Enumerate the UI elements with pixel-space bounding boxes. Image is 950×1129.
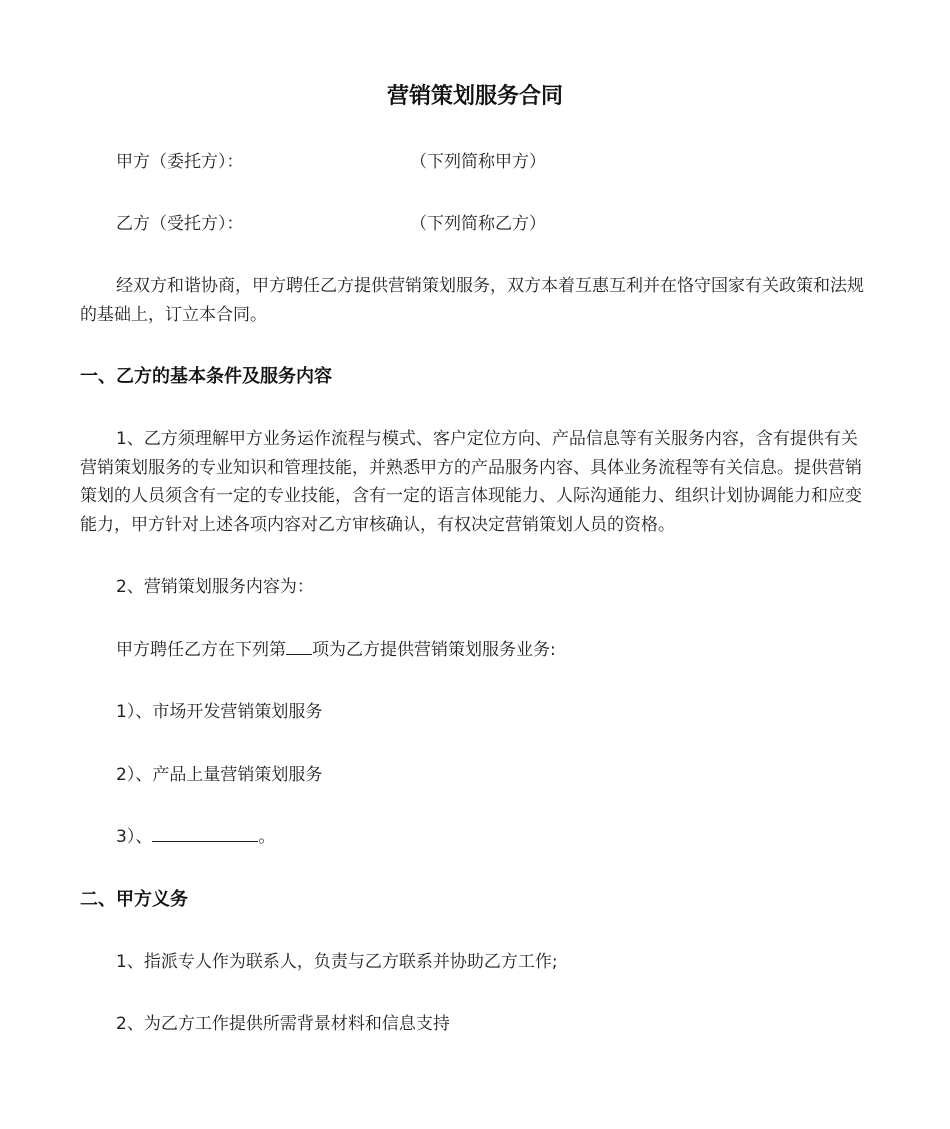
- section1-clause1: 1、乙方须理解甲方业务运作流程与模式、客户定位方向、产品信息等有关服务内容，含有提供有关营销策划服务的专业知识和管理技能，并熟悉甲方的产品服务内容、具体业务流程等有关信息。提供营销策划的人员须含有一定的专业技能，含有一定的语言体现能力、人际沟通能力、组织计划协调能力和应变能力，甲方针对上述各项内容对乙方审核确认，有权决定营销策划人员的资格。: [80, 429, 862, 535]
- item3-blank: [152, 824, 258, 842]
- party-a-line: [80, 148, 870, 176]
- selection-blank: [286, 637, 312, 655]
- section1-heading: 一、乙方的基本条件及服务内容: [80, 366, 332, 387]
- party-a-alias: （下列简称甲方）: [410, 152, 546, 172]
- service-item-1: 1）、市场开发营销策划服务: [116, 702, 323, 722]
- party-b-line: [80, 210, 870, 238]
- intro-paragraph: 经双方和谐协商，甲方聘任乙方提供营销策划服务，双方本着互惠互利并在恪守国家有关政策和法规的基础上，订立本合同。: [80, 276, 864, 325]
- service-item-3: [80, 823, 870, 852]
- section2-heading: 二、甲方义务: [80, 888, 188, 910]
- party-b-alias: （下列简称乙方）: [410, 214, 546, 234]
- section2-clause1: 1、指派专人作为联系人，负责与乙方联系并协助乙方工作;: [116, 951, 558, 972]
- service-selection-line: [80, 636, 870, 665]
- party-b-role: 乙方（受托方）：: [116, 214, 244, 234]
- section2-clause2: 2、为乙方工作提供所需背景材料和信息支持: [116, 1014, 450, 1034]
- party-a-role: 甲方（委托方）：: [116, 152, 244, 172]
- section1-clause2: 2、营销策划服务内容为：: [116, 577, 314, 597]
- item3-suffix: 。: [258, 827, 276, 847]
- contract-title: 营销策划服务合同: [386, 84, 563, 109]
- selection-suffix: 项为乙方提供营销策划服务业务:: [312, 639, 556, 660]
- item3-prefix: 3）、: [116, 827, 153, 847]
- selection-prefix: 甲方聘任乙方在下列第: [116, 639, 286, 660]
- service-item-2: 2）、产品上量营销策划服务: [116, 764, 323, 785]
